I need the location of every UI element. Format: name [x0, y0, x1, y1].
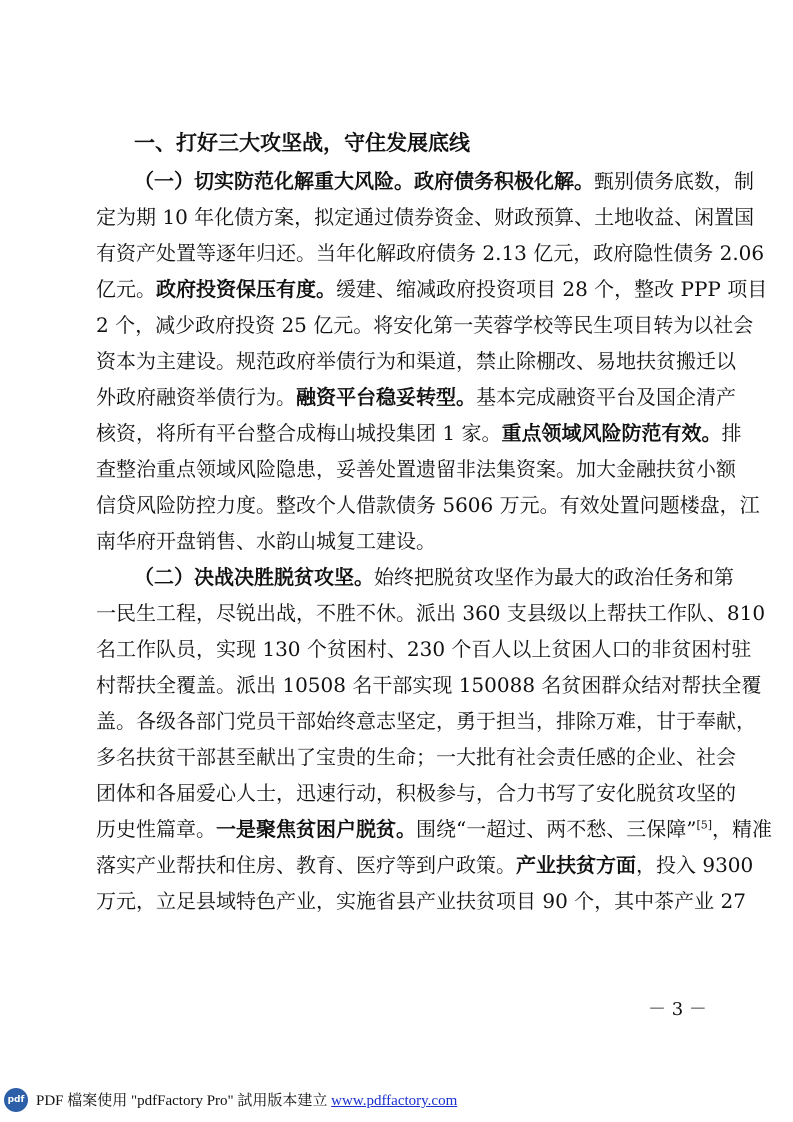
paragraph-2-line-3: 名工作队员，实现 130 个贫困村、230 个百人以上贫困人口的非贫困村驻	[96, 637, 752, 661]
text-run: 亿元。	[96, 277, 156, 301]
text-run: 始终把脱贫攻坚作为最大的政治任务和第	[374, 565, 734, 589]
paragraph-2-line-10: 万元，立足县域特色产业，实施省县产业扶贫项目 90 个，其中茶产业 27	[96, 889, 746, 913]
bold-phrase: 一是聚焦贫困户脱贫。	[216, 817, 416, 841]
text-run: 落实产业帮扶和住房、教育、医疗等到户政策。	[96, 853, 516, 877]
paragraph-1-line-6: 资本为主建设。规范政府举债行为和渠道，禁止除棚改、易地扶贫搬迁以	[96, 349, 736, 373]
section-heading: 一、打好三大攻坚战，守住发展底线	[134, 130, 470, 155]
paragraph-2-line-6: 多名扶贫干部甚至献出了宝贵的生命；一大批有社会责任感的企业、社会	[96, 745, 736, 769]
paragraph-1-line-1	[134, 164, 754, 198]
pdf-footer	[0, 1086, 793, 1116]
footer-label: PDF 檔案使用 "pdfFactory Pro" 試用版本建立	[36, 1093, 332, 1109]
bold-phrase: （一）切实防范化解重大风险。政府债务积极化解。	[134, 169, 594, 193]
text-run: 排	[721, 421, 742, 445]
paragraph-1-line-9: 查整治重点领域风险隐患，妥善处置遗留非法集资案。加大金融扶贫小额	[96, 457, 736, 481]
paragraph-1-line-5: 2 个，减少政府投资 25 亿元。将安化第一芙蓉学校等民生项目转为以社会	[96, 313, 754, 337]
paragraph-1-line-8	[96, 416, 742, 450]
bold-phrase: 重点领域风险防范有效。	[501, 421, 722, 445]
bold-phrase: （二）决战决胜脱贫攻坚。	[134, 565, 374, 589]
paragraph-1-line-7	[96, 380, 736, 414]
bold-phrase: 政府投资保压有度。	[156, 277, 336, 301]
paragraph-2-line-7: 团体和各届爱心人士，迅速行动，积极参与，合力书写了安化脱贫攻坚的	[96, 781, 736, 805]
page-number: － 3 －	[648, 999, 707, 1020]
text-run: 基本完成融资平台及国企清产	[476, 385, 736, 409]
footnote-ref[interactable]: [5]	[696, 818, 713, 832]
text-run: 历史性篇章。	[96, 817, 216, 841]
text-run: ，投入 9300	[636, 853, 754, 877]
pdf-logo-icon: pdf	[4, 1088, 28, 1112]
paragraph-2-line-9	[96, 848, 754, 882]
paragraph-2-line-5: 盖。各级各部门党员干部始终意志坚定，勇于担当，排除万难，甘于奉献，	[96, 709, 756, 733]
text-run: 外政府融资举债行为。	[96, 385, 296, 409]
paragraph-1-line-11: 南华府开盘销售、水韵山城复工建设。	[96, 529, 436, 553]
paragraph-2-line-1	[134, 560, 734, 594]
text-run: ，精准	[712, 817, 773, 841]
footer-link[interactable]: www.pdffactory.com	[331, 1093, 458, 1109]
paragraph-2-line-2: 一民生工程，尽锐出战，不胜不休。派出 360 支县级以上帮扶工作队、810	[96, 601, 766, 625]
bold-phrase: 融资平台稳妥转型。	[296, 385, 476, 409]
paragraph-1-line-2: 定为期 10 年化债方案，拟定通过债券资金、财政预算、土地收益、闲置国	[96, 205, 755, 229]
paragraph-2-line-8	[96, 812, 773, 846]
bold-phrase: 产业扶贫方面	[516, 853, 636, 877]
paragraph-1-line-4	[96, 272, 768, 306]
paragraph-1-line-10: 信贷风险防控力度。整改个人借款债务 5606 万元。有效处置问题楼盘，江	[96, 493, 760, 517]
paragraph-1-line-3: 有资产处置等逐年归还。当年化解政府债务 2.13 亿元，政府隐性债务 2.06	[96, 241, 765, 265]
paragraph-2-line-4: 村帮扶全覆盖。派出 10508 名干部实现 150088 名贫困群众结对帮扶全覆	[96, 673, 762, 697]
text-run: 围绕“一超过、两不愁、三保障”	[416, 817, 697, 841]
text-run: 甄别债务底数，制	[594, 169, 754, 193]
text-run: 缓建、缩减政府投资项目 28 个，整改 PPP 项目	[336, 277, 768, 301]
text-run: 核资，将所有平台整合成梅山城投集团 1 家。	[96, 421, 502, 445]
footer-text	[36, 1090, 457, 1112]
